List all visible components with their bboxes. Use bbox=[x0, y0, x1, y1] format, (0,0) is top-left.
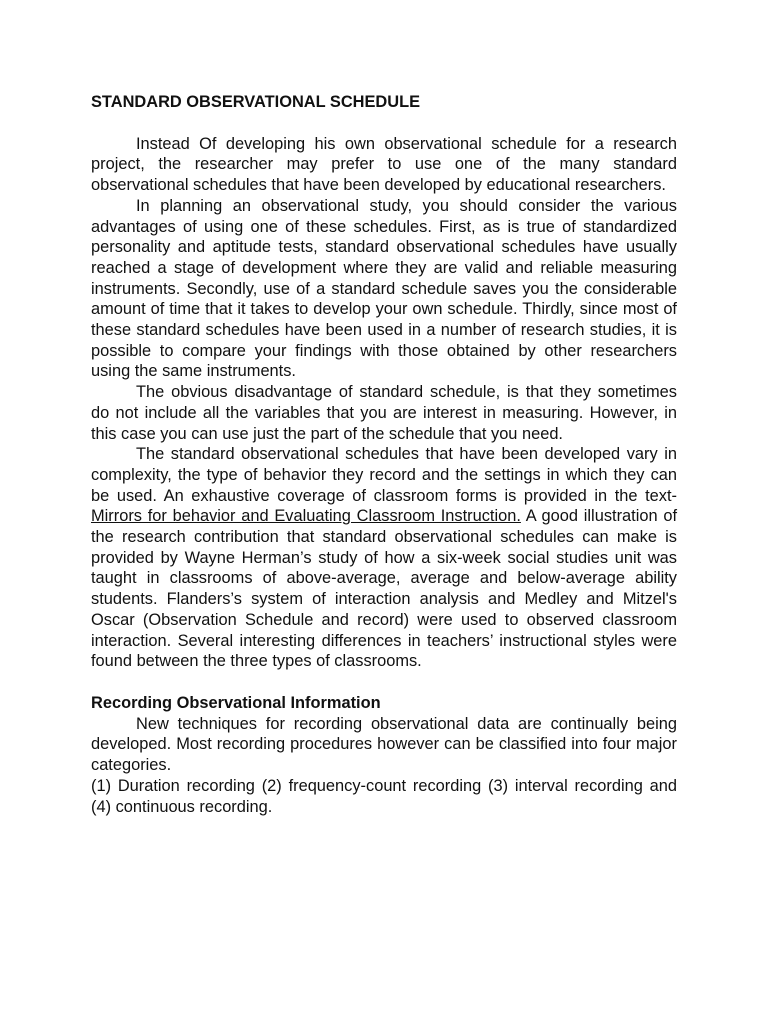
paragraph-text-before-reference: The standard observational schedules that have been developed vary in complexity, the type of behavior they record and the settings in which they can be used. An exhaustive coverage of classroom forms is provided in the text- bbox=[91, 445, 677, 505]
paragraph-intro: Instead Of developing his own observational schedule for a research project, the researcher may prefer to use one of the many standard observational schedules that have been developed by educational researchers. bbox=[91, 134, 677, 195]
document-title: STANDARD OBSERVATIONAL SCHEDULE bbox=[91, 93, 421, 111]
paragraph-disadvantage: The obvious disadvantage of standard schedule, is that they sometimes do not include all the variables that you are interest in measuring. However, in this case you can use just the part of the schedule that you need. bbox=[91, 383, 677, 443]
section-heading-recording: Recording Observational Information bbox=[91, 693, 381, 712]
paragraph-text-after-reference: A good illustration of the research contribution that standard observational schedules can make is provided by Wayne Herman’s study of how a six-week social studies unit was taught in classrooms of above-average, average and below-average ability students. Flanders’s system of interaction analysis and Medley and Mitzel's Oscar (Observation Schedule and record) were used to observed classroom interaction. Several interesting differences in teachers’ instructional styles were found between the three types of classrooms. bbox=[91, 507, 677, 671]
paragraph-standard-schedules bbox=[91, 444, 677, 672]
paragraph-recording-techniques: New techniques for recording observational data are continually being developed. Most recording procedures however can be classified into four major categories. bbox=[91, 714, 677, 775]
document-page bbox=[91, 92, 677, 817]
paragraph-recording-categories: (1) Duration recording (2) frequency-count recording (3) interval recording and (4) continuous recording. bbox=[91, 776, 677, 816]
paragraph-advantages: In planning an observational study, you should consider the various advantages of using one of these schedules. First, as is true of standardized personality and aptitude tests, standard observational schedules have usually reached a stage of development where they are valid and reliable measuring instruments. Secondly, use of a standard schedule saves you the considerable amount of time that it takes to develop your own schedule. Thirdly, since most of these standard schedules have been used in a number of research studies, it is possible to compare your findings with those obtained by other researchers using the same instruments. bbox=[91, 196, 677, 381]
book-reference: Mirrors for behavior and Evaluating Classroom Instruction. bbox=[91, 507, 521, 526]
